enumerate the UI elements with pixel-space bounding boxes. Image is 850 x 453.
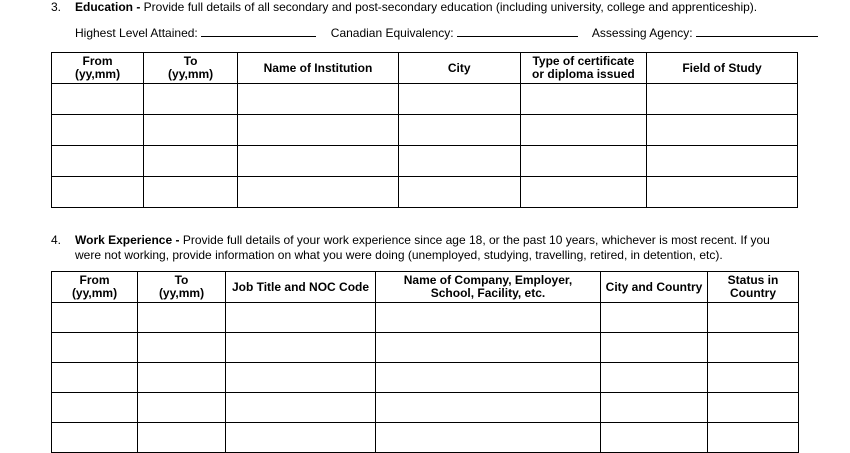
education-cell[interactable] [52, 177, 144, 208]
education-cell[interactable] [238, 115, 399, 146]
education-cell[interactable] [398, 115, 520, 146]
education-cell[interactable] [238, 84, 399, 115]
work-header-text: Name of Company, Employer, [403, 273, 573, 287]
work-header-text: Country [730, 286, 776, 300]
section-4-description: Provide full details of your work experience since age 18, or the past 10 years, whichever is most recent. If you were not working, provide information on what you were doing (unemployed, studying, travelling, retired, in detention, etc). [75, 233, 770, 262]
work-cell[interactable] [226, 393, 376, 423]
work-cell[interactable] [226, 363, 376, 393]
work-header-text: City and Country [605, 279, 703, 294]
work-cell[interactable] [138, 393, 226, 423]
education-header-text: (yy,mm) [74, 67, 121, 81]
education-cell[interactable] [238, 177, 399, 208]
assessing-agency-label: Assessing Agency: [591, 26, 693, 40]
work-experience-table [51, 271, 799, 453]
education-body [52, 84, 798, 208]
work-row [52, 363, 799, 393]
education-header-text: From [82, 54, 113, 68]
education-header-cell [52, 53, 144, 84]
education-cell[interactable] [144, 115, 238, 146]
work-header-cell [601, 272, 708, 303]
work-cell[interactable] [376, 393, 601, 423]
education-header-cell [647, 53, 798, 84]
work-header-cell [708, 272, 799, 303]
work-header-text: Status in [727, 273, 779, 287]
work-cell[interactable] [52, 333, 138, 363]
education-cell[interactable] [144, 177, 238, 208]
education-cell[interactable] [144, 84, 238, 115]
education-fields-row [75, 25, 818, 40]
education-cell[interactable] [520, 84, 646, 115]
education-cell[interactable] [398, 146, 520, 177]
work-body [52, 303, 799, 453]
education-header-text: Name of Institution [263, 60, 373, 75]
section-3-number: 3. [51, 0, 62, 14]
work-cell[interactable] [376, 363, 601, 393]
work-cell[interactable] [708, 303, 799, 333]
work-cell[interactable] [708, 393, 799, 423]
education-cell[interactable] [52, 84, 144, 115]
work-cell[interactable] [708, 333, 799, 363]
work-cell[interactable] [52, 363, 138, 393]
education-header-cell [520, 53, 646, 84]
education-row [52, 84, 798, 115]
work-header-text: To [174, 273, 189, 287]
work-header-row [52, 272, 799, 303]
education-row [52, 177, 798, 208]
education-row [52, 146, 798, 177]
education-header-text: Type of certificate [532, 54, 635, 68]
section-3-description: Provide full details of all secondary and post-secondary education (including university, college and apprenticeship). [143, 0, 758, 14]
work-cell[interactable] [138, 333, 226, 363]
education-cell[interactable] [144, 146, 238, 177]
education-cell[interactable] [52, 146, 144, 177]
education-header-text: (yy,mm) [168, 67, 214, 81]
education-cell[interactable] [647, 84, 798, 115]
work-header-text: From [79, 273, 110, 287]
education-header-text: or diploma issued [532, 67, 635, 81]
work-cell[interactable] [601, 423, 708, 453]
work-row [52, 423, 799, 453]
work-header-cell [138, 272, 226, 303]
work-cell[interactable] [52, 393, 138, 423]
work-cell[interactable] [601, 393, 708, 423]
section-3-title: Education - [75, 0, 144, 14]
assessing-agency-field[interactable] [696, 25, 818, 37]
work-cell[interactable] [138, 423, 226, 453]
education-cell[interactable] [647, 115, 798, 146]
work-row [52, 333, 799, 363]
education-cell[interactable] [238, 146, 399, 177]
education-header-row [52, 53, 798, 84]
education-table [51, 52, 798, 208]
education-cell[interactable] [520, 146, 646, 177]
work-cell[interactable] [376, 333, 601, 363]
work-cell[interactable] [52, 303, 138, 333]
work-cell[interactable] [601, 333, 708, 363]
education-cell[interactable] [520, 177, 646, 208]
education-cell[interactable] [647, 177, 798, 208]
work-header-cell [226, 272, 376, 303]
work-row [52, 303, 799, 333]
work-header-text: School, Facility, etc. [430, 286, 546, 300]
work-cell[interactable] [226, 333, 376, 363]
highest-level-label: Highest Level Attained: [75, 26, 198, 40]
education-header-cell [144, 53, 238, 84]
work-header-text: (yy,mm) [71, 286, 118, 300]
section-3-heading [75, 0, 815, 15]
canadian-equivalency-field[interactable] [457, 25, 578, 37]
section-4-title: Work Experience - [75, 233, 183, 247]
work-cell[interactable] [601, 303, 708, 333]
education-header-cell [238, 53, 399, 84]
work-cell[interactable] [376, 303, 601, 333]
work-cell[interactable] [138, 303, 226, 333]
education-cell[interactable] [52, 115, 144, 146]
work-header-cell [376, 272, 601, 303]
education-row [52, 115, 798, 146]
work-cell[interactable] [138, 363, 226, 393]
education-header-text: To [183, 54, 198, 68]
work-cell[interactable] [708, 363, 799, 393]
work-header-cell [52, 272, 138, 303]
education-header-text: Field of Study [682, 60, 762, 75]
work-cell[interactable] [708, 423, 799, 453]
work-cell[interactable] [226, 303, 376, 333]
work-header-text: (yy,mm) [158, 286, 205, 300]
education-cell[interactable] [520, 115, 646, 146]
education-header-cell [398, 53, 520, 84]
highest-level-field[interactable] [201, 25, 316, 37]
section-4-number: 4. [51, 233, 62, 247]
work-header-text: Job Title and NOC Code [231, 279, 370, 294]
work-cell[interactable] [601, 363, 708, 393]
work-cell[interactable] [52, 423, 138, 453]
work-cell[interactable] [376, 423, 601, 453]
canadian-equivalency-label: Canadian Equivalency: [330, 26, 454, 40]
education-cell[interactable] [398, 84, 520, 115]
education-cell[interactable] [398, 177, 520, 208]
section-4-heading [75, 233, 795, 263]
education-cell[interactable] [647, 146, 798, 177]
work-row [52, 393, 799, 423]
education-header-text: City [447, 60, 471, 75]
work-cell[interactable] [226, 423, 376, 453]
